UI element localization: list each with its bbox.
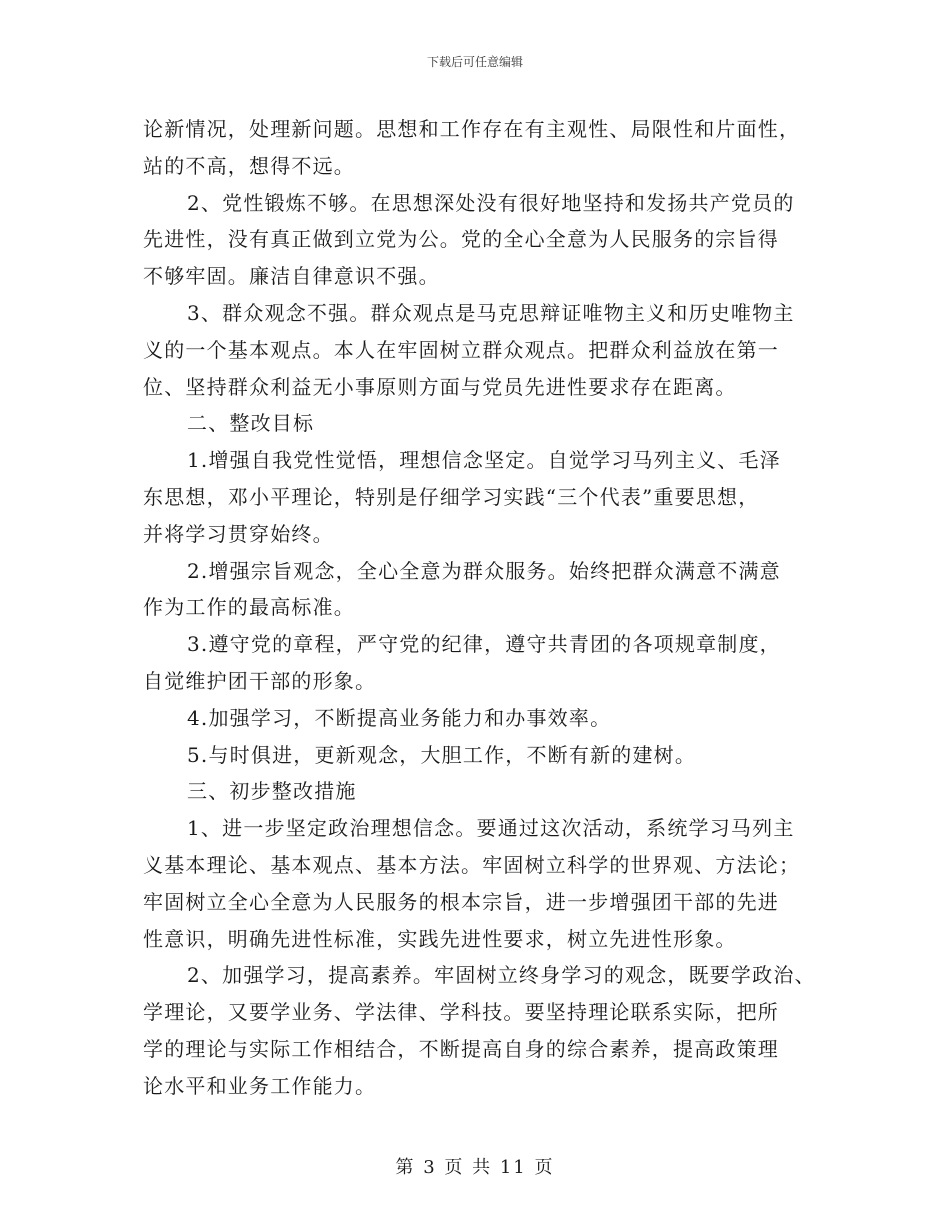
text-line: 牢固树立全心全意为人民服务的根本宗旨，进一步增强团干部的先进	[143, 889, 779, 914]
text-line: 三、初步整改措施	[187, 779, 357, 804]
text-line: 并将学习贯穿始终。	[143, 521, 334, 546]
text-line: 站的不高，想得不远。	[143, 153, 355, 178]
text-line: 3、群众观念不强。群众观点是马克思辩证唯物主义和历史唯物主	[187, 300, 795, 325]
text-line: 不够牢固。廉洁自律意识不强。	[143, 264, 440, 289]
text-line: 位、坚持群众利益无小事原则方面与党员先进性要求存在距离。	[143, 374, 737, 399]
text-line: 东思想，邓小平理论，特别是仔细学习实践“三个代表”重要思想，	[143, 484, 760, 509]
text-line: 2、党性锻炼不够。在思想深处没有很好地坚持和发扬共产党员的	[187, 190, 795, 215]
text-line: 二、整改目标	[187, 411, 315, 436]
text-line: 义基本理论、基本观点、基本方法。牢固树立科学的世界观、方法论；	[143, 852, 801, 877]
text-line: 4.加强学习，不断提高业务能力和办事效率。	[187, 705, 612, 730]
text-line: 论水平和业务工作能力。	[143, 1073, 377, 1098]
text-line: 作为工作的最高标准。	[143, 595, 355, 620]
text-line: 1.增强自我党性觉悟，理想信念坚定。自觉学习马列主义、毛泽	[187, 448, 781, 473]
text-line: 学理论，又要学业务、学法律、学科技。要坚持理论联系实际，把所	[143, 1000, 779, 1025]
text-line: 3.遵守党的章程，严守党的纪律，遵守共青团的各项规章制度，	[187, 632, 781, 657]
text-line: 论新情况，处理新问题。思想和工作存在有主观性、局限性和片面性，	[143, 117, 801, 141]
page-header: 下载后可任意编辑	[426, 55, 523, 69]
text-line: 性意识，明确先进性标准，实践先进性要求，树立先进性形象。	[143, 926, 737, 951]
text-line: 2.增强宗旨观念，全心全意为群众服务。始终把群众满意不满意	[187, 558, 781, 583]
text-line: 2、加强学习，提高素养。牢固树立终身学习的观念，既要学政治、	[187, 963, 816, 988]
text-line: 自觉维护团干部的形象。	[143, 668, 377, 693]
document-body	[143, 111, 833, 1105]
text-line: 义的一个基本观点。本人在牢固树立群众观点。把群众利益放在第一	[143, 337, 779, 362]
text-line: 5.与时俱进，更新观念，大胆工作，不断有新的建树。	[187, 742, 697, 767]
text-line: 先进性，没有真正做到立党为公。党的全心全意为人民服务的宗旨得	[143, 227, 779, 252]
text-line: 学的理论与实际工作相结合，不断提高自身的综合素养，提高政策理	[143, 1036, 779, 1061]
page-footer: 第 3 页 共 11 页	[395, 1157, 555, 1178]
text-line: 1、进一步坚定政治理想信念。要通过这次活动，系统学习马列主	[187, 816, 795, 841]
